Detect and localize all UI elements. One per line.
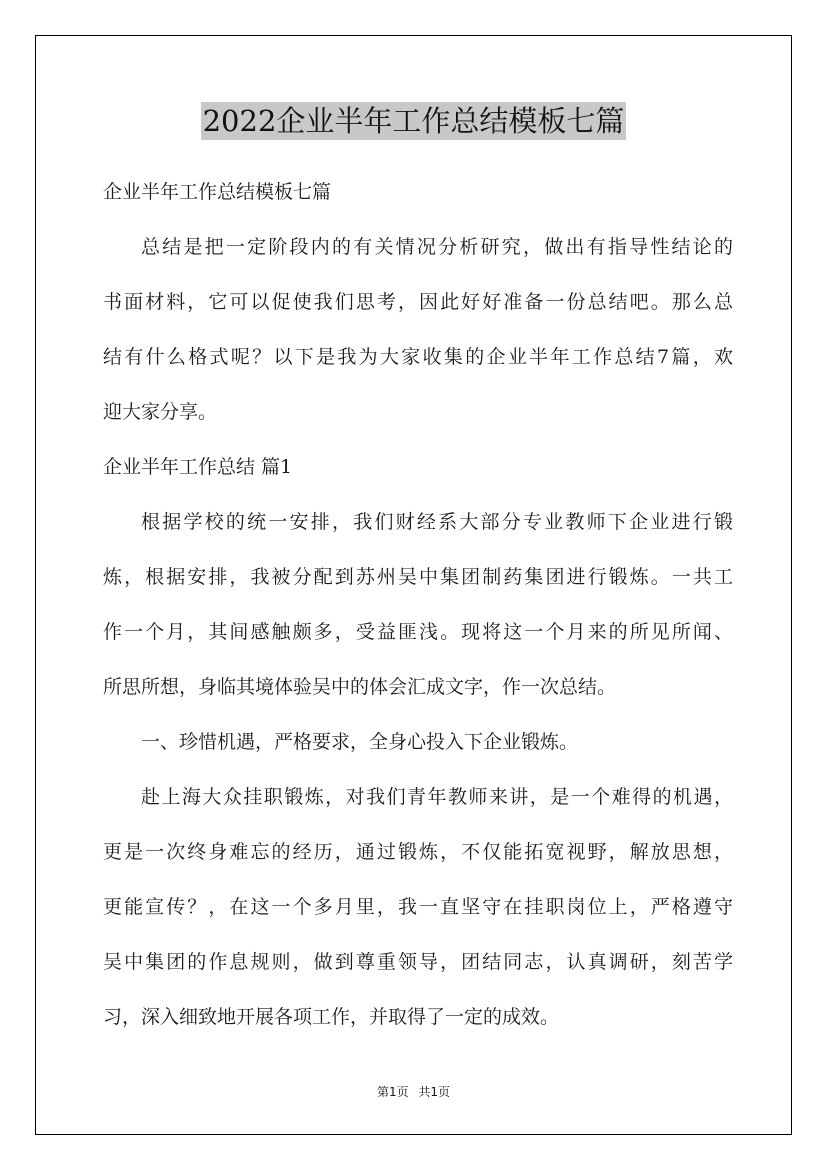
intro-line-3: 结有什么格式呢？以下是我为大家收集的企业半年工作总结7篇，欢 bbox=[103, 346, 733, 368]
intro-line-4: 迎大家分享。 bbox=[103, 401, 218, 423]
page-number: 第1页 bbox=[376, 1085, 409, 1099]
intro-line-1: 总结是把一定阶段内的有关情况分析研究，做出有指导性结论的 bbox=[141, 236, 733, 258]
page-footer bbox=[0, 1083, 827, 1100]
para1-line-3: 作一个月，其间感触颇多，受益匪浅。现将这一个月来的所见所闻、 bbox=[103, 621, 733, 643]
point-1-heading: 一、珍惜机遇，严格要求，全身心投入下企业锻炼。 bbox=[141, 731, 579, 753]
para2-line-1: 赴上海大众挂职锻炼，对我们青年教师来讲，是一个难得的机遇， bbox=[141, 786, 733, 808]
para2-line-3: 更能宣传？，在这一个多月里，我一直坚守在挂职岗位上，严格遵守 bbox=[103, 896, 733, 918]
intro-line-2: 书面材料，它可以促使我们思考，因此好好准备一份总结吧。那么总 bbox=[103, 291, 733, 313]
para2-line-2: 更是一次终身难忘的经历，通过锻炼，不仅能拓宽视野，解放思想， bbox=[103, 841, 733, 863]
page-total: 共1页 bbox=[418, 1085, 451, 1099]
title-container bbox=[0, 102, 827, 140]
document-subtitle: 企业半年工作总结模板七篇 bbox=[103, 181, 332, 203]
para1-line-2: 炼，根据安排，我被分配到苏州吴中集团制药集团进行锻炼。一共工 bbox=[103, 566, 733, 588]
para2-line-4: 吴中集团的作息规则，做到尊重领导，团结同志，认真调研，刻苦学 bbox=[103, 951, 733, 973]
section-heading: 企业半年工作总结 篇1 bbox=[103, 456, 293, 478]
document-title: 2022企业半年工作总结模板七篇 bbox=[202, 104, 625, 138]
para1-line-4: 所思所想，身临其境体验吴中的体会汇成文字，作一次总结。 bbox=[103, 676, 617, 698]
document-body bbox=[103, 173, 733, 1053]
para1-line-1: 根据学校的统一安排，我们财经系大部分专业教师下企业进行锻 bbox=[141, 511, 733, 533]
para2-line-5: 习，深入细致地开展各项工作，并取得了一定的成效。 bbox=[103, 1006, 560, 1028]
